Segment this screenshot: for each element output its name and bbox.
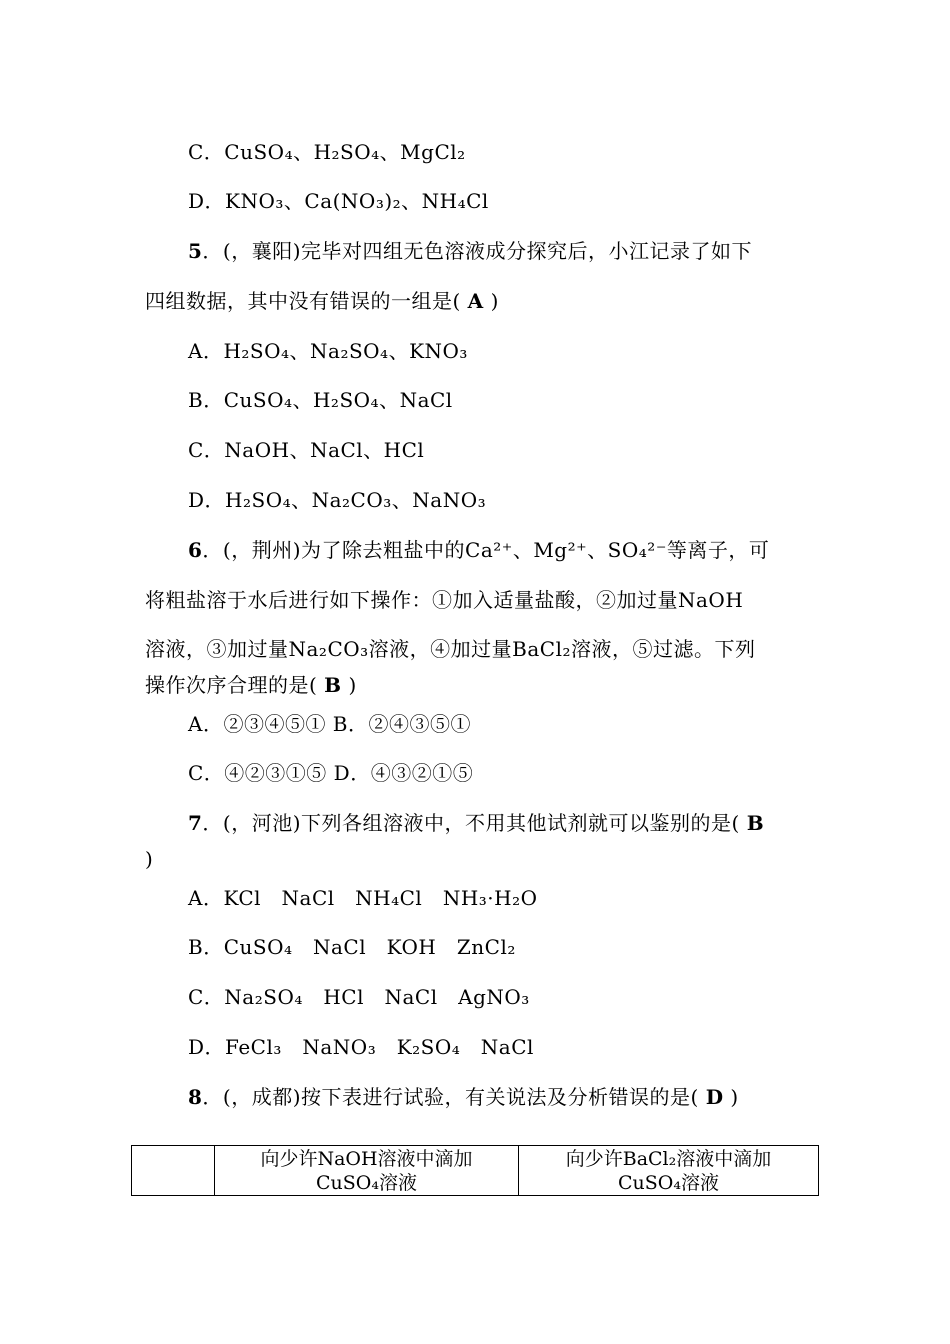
q5-stem-line1 [188, 238, 752, 264]
q7-number: 7 [188, 811, 203, 835]
table-header-bacl2-line2: CuSO₄溶液 [618, 1171, 719, 1194]
q7-option-c: C．Na₂SO₄ HCl NaCl AgNO₃ [188, 985, 530, 1009]
q8-answer: D [705, 1085, 724, 1109]
q5-option-d: D．H₂SO₄、Na₂CO₃、NaNO₃ [188, 488, 487, 512]
q6-answer: B [324, 673, 342, 697]
q5-stem-line2 [145, 288, 499, 314]
q7-stem-line2: ) [145, 847, 154, 871]
table-header-bacl2 [519, 1146, 819, 1196]
q6-stem-line2: 将粗盐溶于水后进行如下操作：①加入适量盐酸，②加过量NaOH [145, 588, 744, 612]
q4-option-c: C．CuSO₄、H₂SO₄、MgCl₂ [188, 140, 466, 164]
q6-stem-line3: 溶液，③加过量Na₂CO₃溶液，④加过量BaCl₂溶液，⑤过滤。下列 [145, 637, 756, 661]
q8-stem-text: ．(，成都)按下表进行试验，有关说法及分析错误的是( [202, 1085, 699, 1109]
q6-stem-line1 [188, 537, 769, 563]
q7-stem-line1 [188, 810, 764, 836]
q5-close-paren: ) [490, 289, 499, 313]
q5-stem-text: ．(，襄阳)完毕对四组无色溶液成分探究后，小江记录了如下 [202, 239, 753, 263]
q6-options-ab: A．②③④⑤① B．②④③⑤① [188, 712, 471, 736]
table-header-naoh [215, 1146, 519, 1196]
q7-option-d: D．FeCl₃ NaNO₃ K₂SO₄ NaCl [188, 1035, 534, 1059]
q8-stem-line1 [188, 1084, 739, 1110]
table-header-naoh-line1: 向少许NaOH溶液中滴加 [260, 1147, 473, 1170]
table-header-empty [132, 1146, 215, 1196]
q4-option-d: D．KNO₃、Ca(NO₃)₂、NH₄Cl [188, 189, 489, 213]
q7-answer: B [746, 811, 765, 835]
q8-number: 8 [188, 1085, 203, 1109]
q6-stem-text: ．(，荆州)为了除去粗盐中的Ca²⁺、Mg²⁺、SO₄²⁻等离子，可 [202, 538, 770, 562]
q7-stem-text: ．(，河池)下列各组溶液中，不用其他试剂就可以鉴别的是( [202, 811, 740, 835]
q6-stem-text4: 操作次序合理的是( [145, 673, 318, 697]
table-header-naoh-line2: CuSO₄溶液 [316, 1171, 417, 1194]
q5-answer: A [467, 289, 484, 313]
q6-close-paren: ) [348, 673, 357, 697]
q7-option-a: A．KCl NaCl NH₄Cl NH₃·H₂O [188, 886, 538, 910]
q5-option-c: C．NaOH、NaCl、HCl [188, 438, 425, 462]
q5-option-a: A．H₂SO₄、Na₂SO₄、KNO₃ [188, 339, 468, 363]
experiment-table [131, 1145, 819, 1196]
q5-stem-text2: 四组数据，其中没有错误的一组是( [145, 289, 461, 313]
q6-number: 6 [188, 538, 203, 562]
table-header-bacl2-line1: 向少许BaCl₂溶液中滴加 [565, 1147, 772, 1170]
q6-options-cd: C．④②③①⑤ D．④③②①⑤ [188, 761, 474, 785]
q5-option-b: B．CuSO₄、H₂SO₄、NaCl [188, 388, 453, 412]
table-header-row [132, 1146, 819, 1196]
q5-number: 5 [188, 239, 203, 263]
q6-stem-line4 [145, 672, 357, 698]
q8-close-paren: ) [730, 1085, 739, 1109]
q7-option-b: B．CuSO₄ NaCl KOH ZnCl₂ [188, 935, 516, 959]
